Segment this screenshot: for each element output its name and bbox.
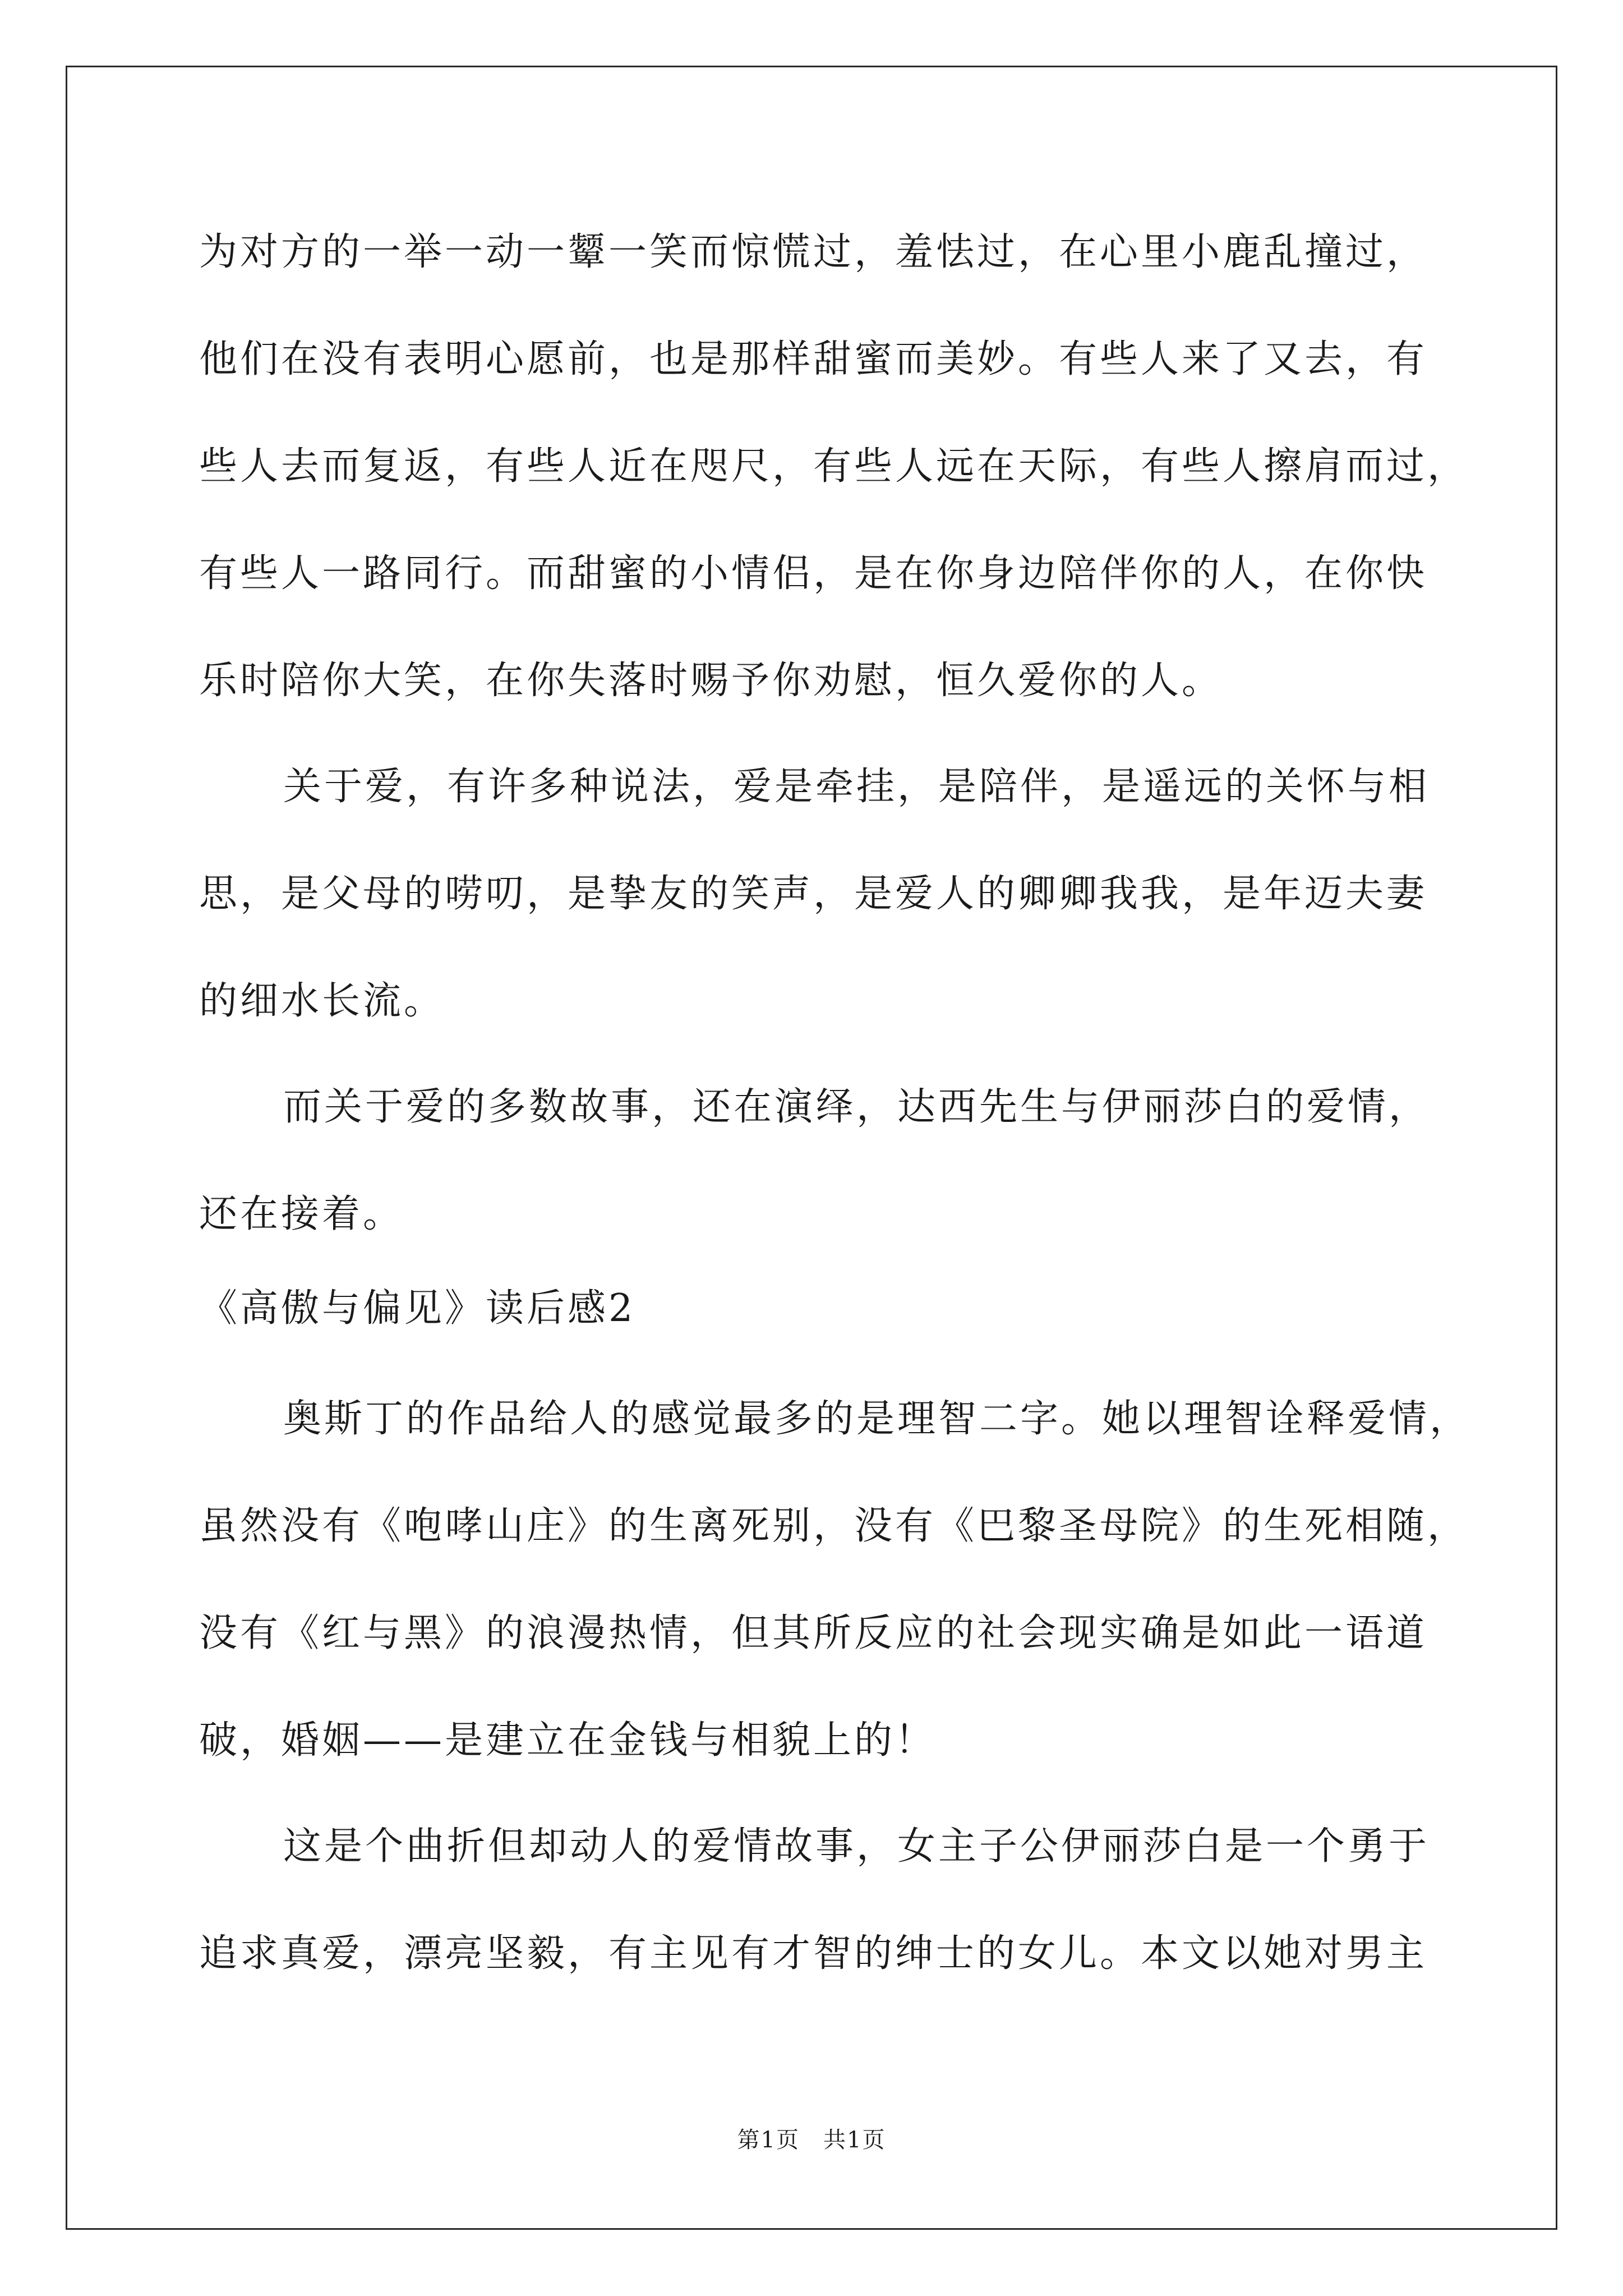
text-line: 他们在没有表明心愿前，也是那样甜蜜而美妙。有些人来了又去，有 — [199, 337, 1428, 381]
paragraph-first-line: 关于爱，有许多种说法，爱是牵挂，是陪伴，是遥远的关怀与相 — [283, 765, 1430, 809]
text-line: 为对方的一举一动一颦一笑而惊慌过，羞怯过，在心里小鹿乱撞过， — [199, 230, 1428, 274]
section-heading: 《高傲与偏见》读后感2 — [199, 1286, 636, 1331]
paragraph-first-line: 而关于爱的多数故事，还在演绎，达西先生与伊丽莎白的爱情， — [283, 1085, 1430, 1129]
page-border — [66, 66, 1557, 2230]
page-footer: 第1页 共1页 — [737, 2127, 886, 2153]
text-line: 些人去而复返，有些人近在咫尺，有些人远在天际，有些人擦肩而过， — [199, 444, 1469, 489]
text-line: 思，是父母的唠叨，是挚友的笑声，是爱人的卿卿我我，是年迈夫妻 — [199, 872, 1428, 916]
text-line: 乐时陪你大笑，在你失落时赐予你劝慰，恒久爱你的人。 — [199, 659, 1223, 703]
paragraph-first-line: 奥斯丁的作品给人的感觉最多的是理智二字。她以理智诠释爱情， — [283, 1397, 1471, 1441]
paragraph-first-line: 这是个曲折但却动人的爱情故事，女主子公伊丽莎白是一个勇于 — [283, 1824, 1430, 1869]
text-line: 的细水长流。 — [199, 979, 445, 1023]
text-line: 有些人一路同行。而甜蜜的小情侣，是在你身边陪伴你的人，在你快 — [199, 551, 1428, 596]
text-line: 破，婚姻——是建立在金钱与相貌上的！ — [199, 1718, 937, 1763]
text-line: 追求真爱，漂亮坚毅，有主见有才智的绅士的女儿。本文以她对男主 — [199, 1931, 1428, 1976]
text-line: 没有《红与黑》的浪漫热情，但其所反应的社会现实确是如此一语道 — [199, 1611, 1428, 1655]
text-line: 还在接着。 — [199, 1192, 404, 1236]
text-line: 虽然没有《咆哮山庄》的生离死别，没有《巴黎圣母院》的生死相随， — [199, 1504, 1469, 1548]
